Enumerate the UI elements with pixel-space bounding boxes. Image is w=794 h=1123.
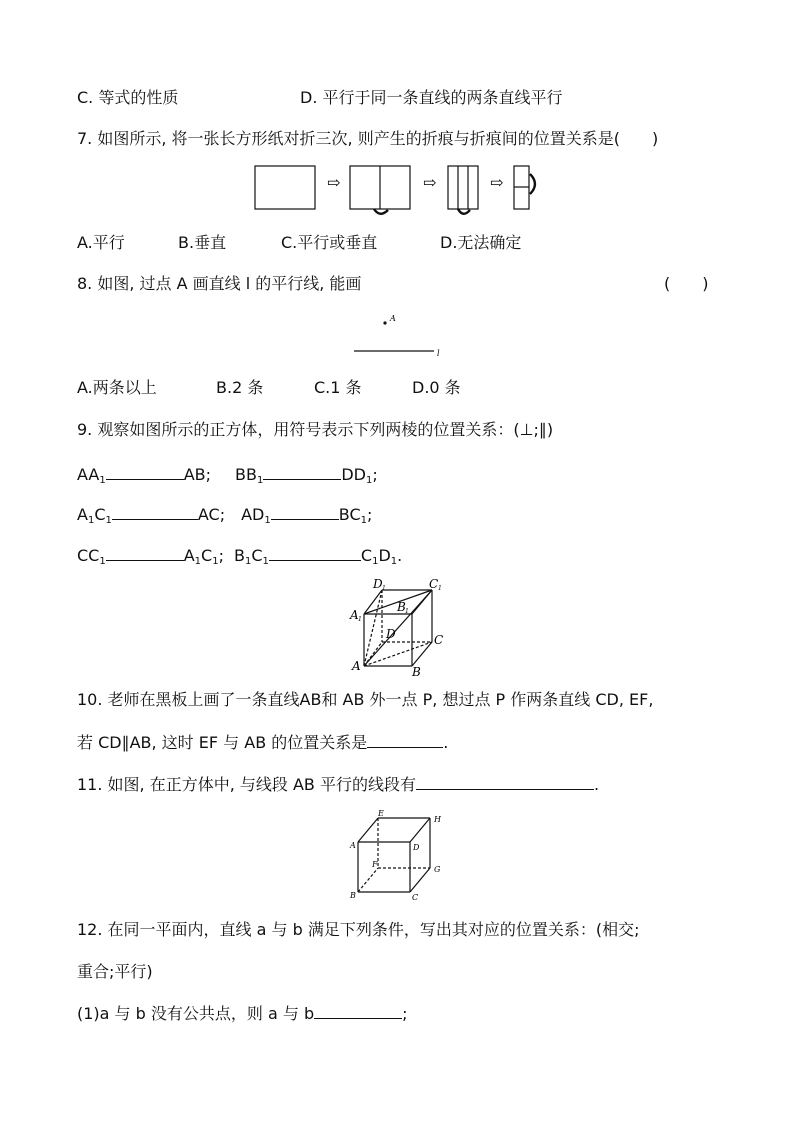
q6-option-c: C. 等式的性质 [77,88,179,107]
fold-curl-2 [374,209,388,214]
q9-row-2 [77,505,372,531]
q7-option-d: D.无法确定 [440,233,522,252]
q10-end: . [443,733,449,752]
q12-line-1: 12. 在同一平面内，直线 a 与 b 满足下列条件，写出其对应的位置关系：(相交; [77,920,640,939]
label-d1: D [373,577,383,591]
q9-blank-5[interactable] [106,546,184,561]
q9-r3-a-end-sub2: 1 [212,556,219,567]
q8-stem: 8. 如图, 过点 A 画直线 l 的平行线, 能画 [77,274,362,293]
label-f: F [372,860,378,869]
q9-r3-a-end-tail: ; [218,546,224,565]
q9-r3-a-sub: 1 [99,556,106,567]
q9-r3-a-end-sub1: 1 [194,556,202,567]
q9-r3-b-mid: C [251,546,263,565]
q8-figure [350,312,450,358]
paper-rect-1 [255,166,315,209]
label-d1-sub: 1 [382,585,386,592]
q12-blank-1[interactable] [314,1004,402,1019]
q9-r3-a-end-mid: C [201,546,213,565]
label-e: E [378,810,384,818]
line-l-label: l [437,349,440,358]
q9-r2-b-end-tail: ; [367,505,373,524]
label-c1-sub: 1 [438,585,442,592]
q9-cube-figure [340,576,460,678]
q12-sub-1-text: (1)a 与 b 没有公共点，则 a 与 b [77,1004,315,1023]
q9-r3-b-end-tail: . [397,546,403,565]
q11-blank[interactable] [416,775,594,790]
arrow-3: ⇨ [490,173,504,192]
q7-option-b: B.垂直 [178,233,227,252]
q12-sub-1 [77,1004,408,1024]
q9-r3-b-end-sub1: 1 [372,556,379,567]
label-a1-sub: 1 [358,616,362,623]
q9-r3-b: B [233,546,245,565]
q10-blank[interactable] [367,733,443,748]
point-a [383,321,386,324]
q11-stem: 11. 如图, 在正方体中, 与线段 AB 平行的线段有 [77,775,416,794]
q8-paren: ( ) [664,274,709,293]
q9-blank-6[interactable] [269,546,361,561]
q10-line-2 [77,733,448,753]
q11-end: . [593,775,600,794]
arrow-2: ⇨ [423,173,437,192]
q9-blank-4[interactable] [271,505,339,520]
label-a: A [352,659,361,673]
q9-r2-b-end-sub: 1 [360,515,367,526]
q8-option-c: C.1 条 [314,378,362,397]
q9-r3-b-sub1: 1 [244,556,252,567]
q9-r2-a: A [77,505,88,524]
q9-r2-a-sub2: 1 [105,515,112,526]
q9-r2-b: AD [241,505,265,524]
q9-r1-b-sub: 1 [256,475,264,486]
label-b: B [350,891,356,900]
q8-option-a: A.两条以上 [77,378,157,397]
label-b: B [412,665,421,678]
q9-row-3 [77,546,402,572]
q9-blank-1[interactable] [106,465,184,480]
label-b1-sub: 1 [405,608,409,615]
q10-line-1: 10. 老师在黑板上画了一条直线AB和 AB 外一点 P, 想过点 P 作两条直线 CD, EF, [77,690,654,709]
q8-option-b: B.2 条 [216,378,264,397]
q6-option-d: D. 平行于同一条直线的两条直线平行 [300,88,563,107]
q9-r1-b-end-sub: 1 [366,475,373,486]
label-d: D [386,627,396,641]
label-c: C [434,633,444,647]
q7-folding-figure [250,162,550,218]
q12-line-2: 重合;平行) [77,962,153,981]
q9-row-1 [77,465,378,491]
label-c1: C [429,577,439,591]
q9-r2-b-end: BC [338,505,361,524]
q9-stem: 9. 观察如图所示的正方体，用符号表示下列两棱的位置关系：(⊥;∥) [77,420,554,439]
q9-r3-b-end-mid: D [378,546,391,565]
q9-r1-a-end: AB; [183,465,212,484]
label-b1: B [397,600,406,614]
arrow-1: ⇨ [327,173,341,192]
q9-r1-b-end: DD [341,465,366,484]
q9-r3-a-end: A [183,546,195,565]
q9-r3-a: CC [77,546,100,565]
q12-sub-1-end: ; [402,1004,408,1023]
q9-r1-a: AA [77,465,100,484]
q9-blank-3[interactable] [112,505,198,520]
paper-rect-3 [448,166,478,209]
q7-option-a: A.平行 [77,233,125,252]
fold-curl-4 [530,174,535,194]
q7-stem: 7. 如图所示, 将一张长方形纸对折三次, 则产生的折痕与折痕间的位置关系是( ) [77,129,659,148]
q9-r1-b-end-tail: ; [372,465,378,484]
label-a: A [350,841,356,850]
point-a-label: A [390,314,396,323]
q9-r2-a-mid: C [94,505,106,524]
label-g: G [434,865,441,874]
q9-r1-a-sub: 1 [99,475,106,486]
label-a1: A [350,608,359,622]
q8-option-d: D.0 条 [412,378,461,397]
q11-stem-line [77,775,599,795]
q7-option-c: C.平行或垂直 [281,233,378,252]
q9-r2-a-end: AC; [197,505,226,524]
label-h: H [434,815,441,824]
q9-blank-2[interactable] [263,465,341,480]
q9-r2-a-sub1: 1 [87,515,95,526]
q9-r2-b-sub: 1 [264,515,271,526]
q9-r3-b-end: C [360,546,373,565]
q9-r1-b: BB [235,465,257,484]
label-c: C [412,893,419,902]
q9-r3-b-end-sub2: 1 [390,556,398,567]
q11-cube-figure [344,810,458,902]
q9-r3-b-sub2: 1 [262,556,269,567]
q10-line-2-text: 若 CD∥AB, 这时 EF 与 AB 的位置关系是 [77,733,368,752]
fold-curl-3 [458,209,470,214]
label-d: D [413,843,420,852]
